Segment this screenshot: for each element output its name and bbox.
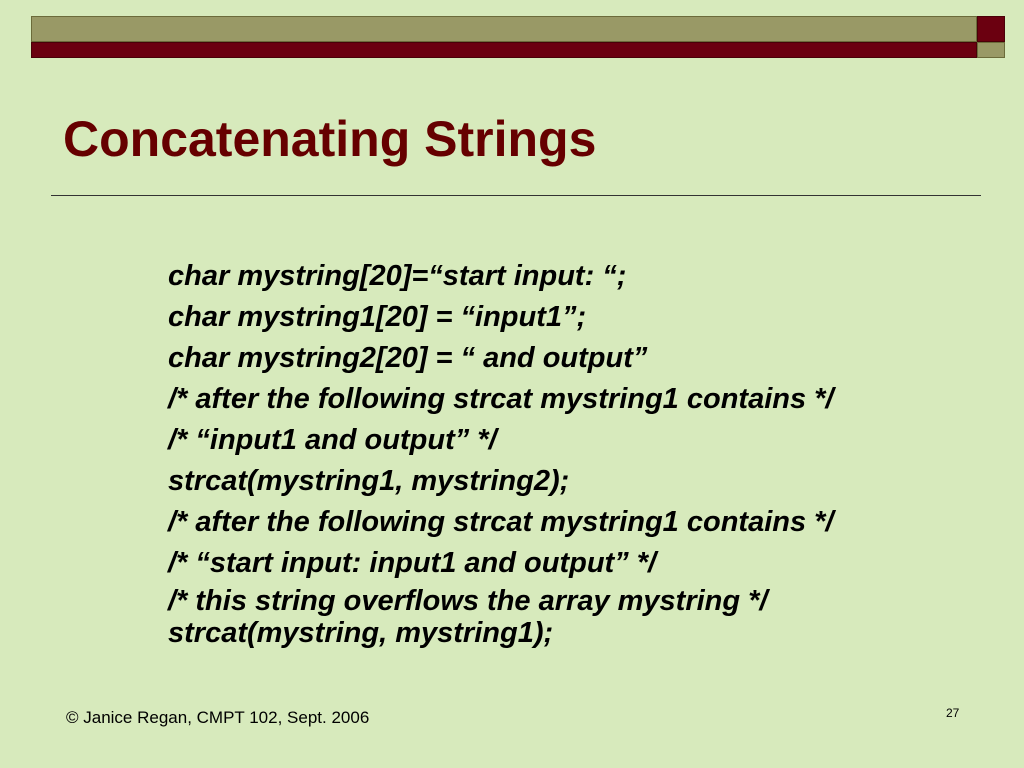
page-number: 27: [946, 706, 960, 720]
code-line: char mystring2[20] = “ and output”: [168, 342, 648, 374]
code-comment: /* “start input: input1 and output” */: [168, 547, 657, 579]
footer-copyright: © Janice Regan, CMPT 102, Sept. 2006: [66, 708, 370, 727]
code-line: char mystring1[20] = “input1”;: [168, 301, 587, 333]
corner-red-square: [977, 16, 1005, 42]
slide-title: Concatenating Strings: [63, 111, 597, 167]
corner-olive-square: [977, 42, 1005, 58]
code-line: char mystring[20]=“start input: “;: [168, 260, 627, 292]
code-comment: /* after the following strcat mystring1 contains */: [168, 383, 834, 415]
code-comment: /* “input1 and output” */: [168, 424, 497, 456]
code-listing: [168, 258, 834, 650]
header-olive-bar: [31, 16, 977, 42]
code-comment: /* after the following strcat mystring1 contains */: [168, 506, 834, 538]
code-comment: /* this string overflows the array mystring */: [168, 585, 768, 617]
title-divider: [51, 195, 981, 196]
code-line: strcat(mystring, mystring1);: [168, 617, 554, 649]
code-line: strcat(mystring1, mystring2);: [168, 465, 570, 497]
header-red-bar: [31, 42, 977, 58]
